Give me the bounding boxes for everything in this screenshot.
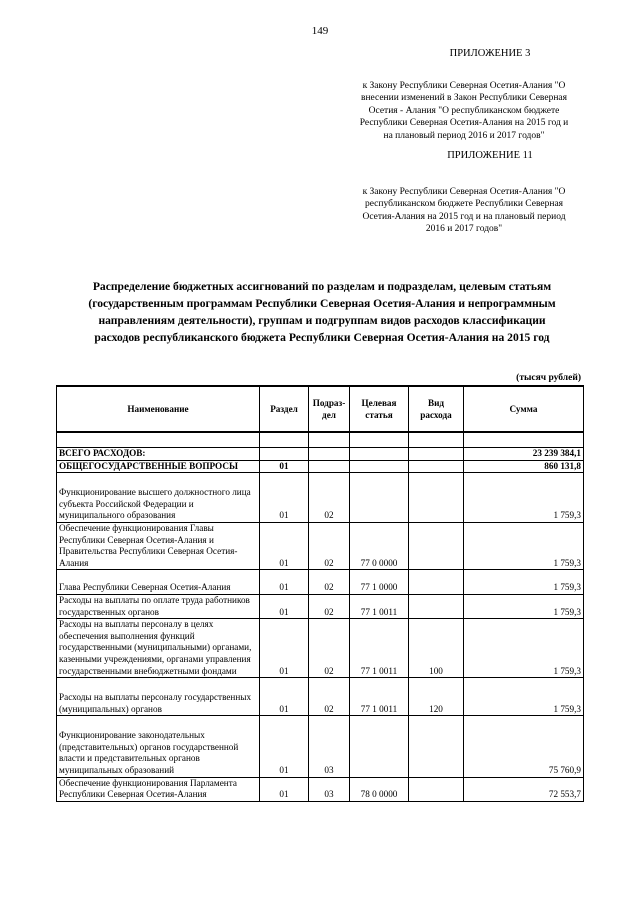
- row-target: [350, 716, 409, 777]
- row-name: Обеспечение функционирования Главы Республики Северная Осетия-Алания и Правительства Республики Северная Осетия-Алания: [57, 522, 260, 569]
- row-type: [409, 522, 464, 569]
- row-subsection: 02: [309, 473, 350, 523]
- table-row: [57, 473, 584, 523]
- header-subsection: Подраз- дел: [309, 386, 350, 432]
- row-subsection: 02: [309, 522, 350, 569]
- row-type: 120: [409, 678, 464, 716]
- row-subsection: 03: [309, 777, 350, 801]
- row-section: 01: [260, 570, 309, 595]
- row-subsection: 02: [309, 678, 350, 716]
- table-row: [57, 570, 584, 595]
- row-section: 01: [260, 777, 309, 801]
- row-target: 77 1 0000: [350, 570, 409, 595]
- row-target: 77 1 0011: [350, 619, 409, 678]
- budget-table: [56, 385, 584, 802]
- row-name: Обеспечение функционирования Парламента Республики Северная Осетия-Алания: [57, 777, 260, 801]
- row-name: Функционирование высшего должностного лица субъекта Российской Федерации и муниципального образования: [57, 473, 260, 523]
- row-section: 01: [260, 460, 309, 473]
- row-target: [350, 473, 409, 523]
- row-type: [409, 460, 464, 473]
- appendix-11-title: ПРИЛОЖЕНИЕ 11: [447, 150, 533, 161]
- row-subsection: 02: [309, 619, 350, 678]
- row-type: 100: [409, 619, 464, 678]
- row-target: 78 0 0000: [350, 777, 409, 801]
- table-row: [57, 522, 584, 569]
- appendix-3-reference: к Закону Республики Северная Осетия-Алания "О внесении изменений в Закон Республики Северная Осетия - Алания "О республиканском бюджете Республики Северная Осетия-Алания на 2015 год и на плановый период 2016 и 2017 годов": [359, 81, 569, 141]
- row-section: 01: [260, 678, 309, 716]
- table-header-row: [57, 386, 584, 432]
- header-section: Раздел: [260, 386, 309, 432]
- row-section: [260, 448, 309, 461]
- header-target: Целевая статья: [350, 386, 409, 432]
- row-type: [409, 777, 464, 801]
- row-sum: 1 759,3: [464, 570, 584, 595]
- row-sum: 1 759,3: [464, 619, 584, 678]
- row-type: [409, 448, 464, 461]
- row-type: [409, 594, 464, 618]
- table-row: [57, 594, 584, 618]
- row-target: [350, 460, 409, 473]
- row-sum: 1 759,3: [464, 678, 584, 716]
- table-row: [57, 619, 584, 678]
- row-section: 01: [260, 716, 309, 777]
- row-target: [350, 448, 409, 461]
- row-sum: 1 759,3: [464, 522, 584, 569]
- row-name: Функционирование законодательных (представительных) органов государственной власти и представительных органов муниципальных образований: [57, 716, 260, 777]
- row-type: [409, 716, 464, 777]
- row-target: 77 1 0011: [350, 594, 409, 618]
- spacer-row: [57, 432, 584, 448]
- table-row: [57, 460, 584, 473]
- row-section: 01: [260, 522, 309, 569]
- table-row: [57, 678, 584, 716]
- row-sum: 72 553,7: [464, 777, 584, 801]
- document-title: Распределение бюджетных ассигнований по разделам и подразделам, целевым статьям (государственным программам Республики Северная Осетия-Алания и непрограммным направлениям деятельности), группам и подгруппам видов расходов классификации расходов республиканского бюджета Республики Северная Осетия-Алания на 2015 год: [88, 280, 556, 344]
- row-sum: 1 759,3: [464, 473, 584, 523]
- row-sum: 23 239 384,1: [464, 448, 584, 461]
- table-row: [57, 716, 584, 777]
- row-section: 01: [260, 619, 309, 678]
- page-number: 149: [311, 25, 329, 37]
- row-sum: 75 760,9: [464, 716, 584, 777]
- row-type: [409, 473, 464, 523]
- row-subsection: 02: [309, 594, 350, 618]
- row-type: [409, 570, 464, 595]
- row-subsection: [309, 448, 350, 461]
- row-name: Расходы на выплаты персоналу государственных (муниципальных) органов: [57, 678, 260, 716]
- row-subsection: 03: [309, 716, 350, 777]
- row-subsection: [309, 460, 350, 473]
- row-section: 01: [260, 594, 309, 618]
- row-subsection: 02: [309, 570, 350, 595]
- header-sum: Сумма: [464, 386, 584, 432]
- row-name: Расходы на выплаты по оплате труда работников государственных органов: [57, 594, 260, 618]
- header-name: Наименование: [57, 386, 260, 432]
- row-sum: 1 759,3: [464, 594, 584, 618]
- row-name: ОБЩЕГОСУДАРСТВЕННЫЕ ВОПРОСЫ: [57, 460, 260, 473]
- appendix-3-title: ПРИЛОЖЕНИЕ 3: [449, 48, 531, 59]
- header-type: Вид расхода: [409, 386, 464, 432]
- appendix-11-reference: к Закону Республики Северная Осетия-Алания "О республиканском бюджете Республики Северная Осетия-Алания на 2015 год и на плановый период 2016 и 2017 годов": [362, 187, 566, 235]
- row-section: 01: [260, 473, 309, 523]
- row-name: Расходы на выплаты персоналу в целях обеспечения выполнения функций государственными (муниципальными) органами, казенными учреждениями, органами управления государственными внебюджетными фондами: [57, 619, 260, 678]
- row-sum: 860 131,8: [464, 460, 584, 473]
- row-target: 77 1 0011: [350, 678, 409, 716]
- units-label: (тысяч рублей): [516, 373, 581, 383]
- row-target: 77 0 0000: [350, 522, 409, 569]
- row-name: Глава Республики Северная Осетия-Алания: [57, 570, 260, 595]
- table-row-total: [57, 448, 584, 461]
- row-name: ВСЕГО РАСХОДОВ:: [57, 448, 260, 461]
- table-row: [57, 777, 584, 801]
